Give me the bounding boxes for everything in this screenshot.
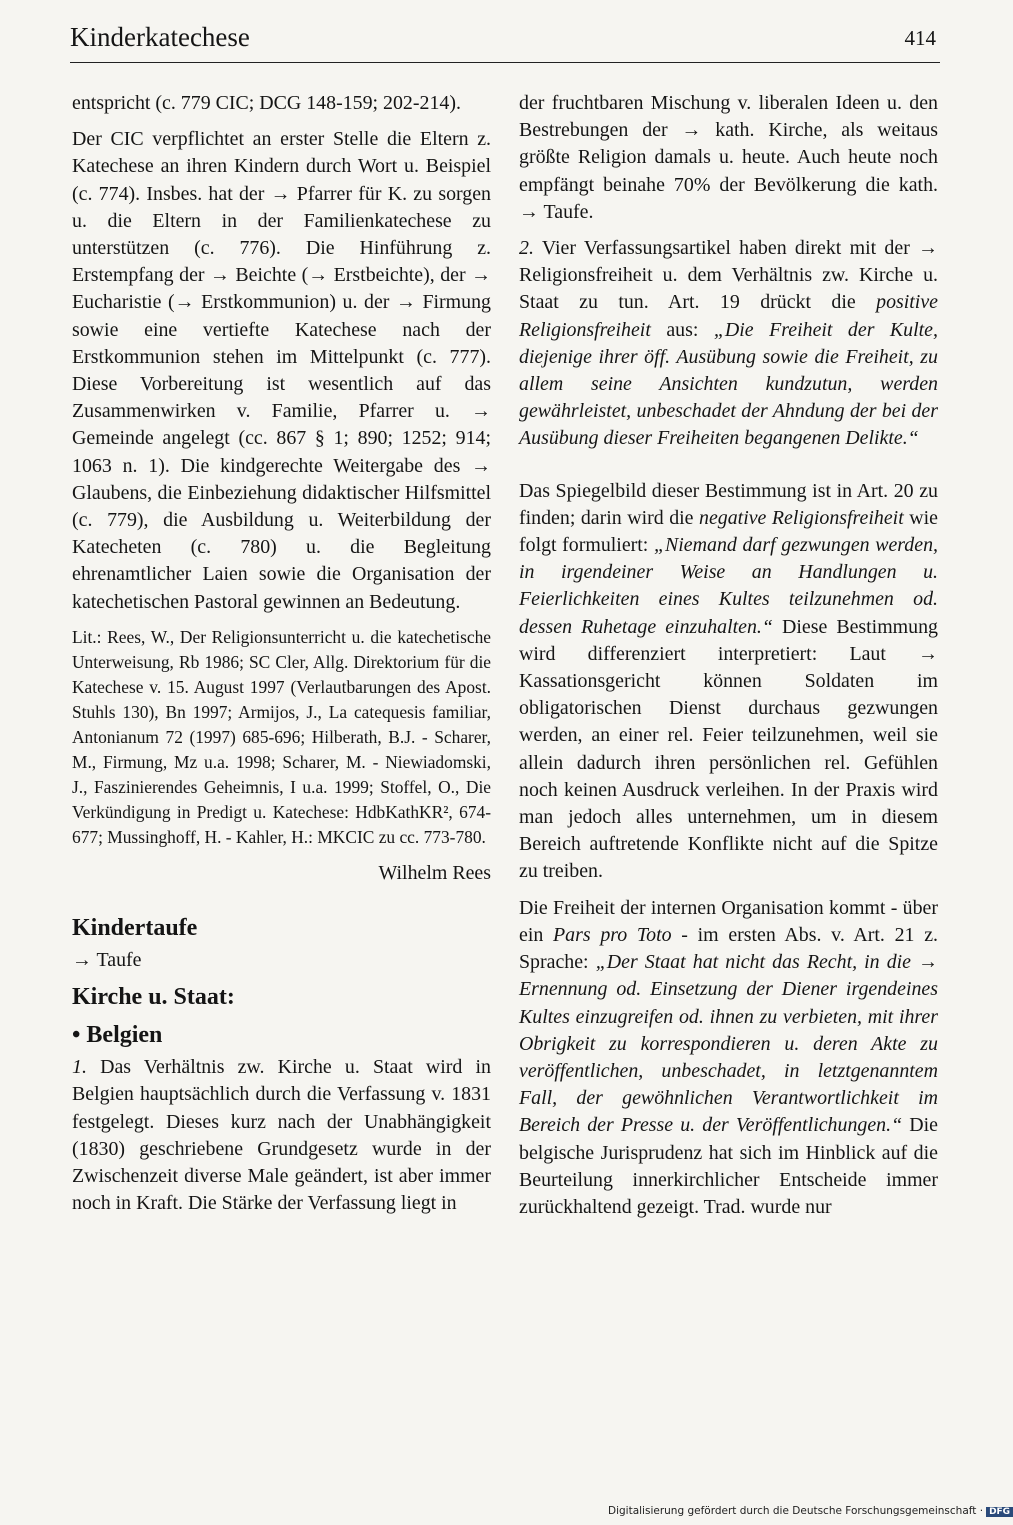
paragraph: der fruchtbaren Mischung v. liberalen Ideen u. den Bestrebungen der → kath. Kirche, als weitaus größte Religion damals u. heute. Auch heute noch empfängt beinahe 70% der Bevölkerung die kath. → Taufe. bbox=[519, 92, 938, 223]
page-header bbox=[70, 18, 940, 63]
paragraph-text: wie folgt formuliert: bbox=[519, 506, 938, 557]
quotation: „Niemand darf gezwungen werden, in irgendeiner Weise an Handlungen u. Feierlichkeiten eines Kultes teilzunehmen od. dessen Ruhetage einzuhalten.“ bbox=[519, 534, 938, 638]
paragraph bbox=[519, 235, 938, 453]
spacer bbox=[519, 462, 938, 478]
paragraph-text: Das Verhältnis zw. Kirche u. Staat wird in Belgien hauptsächlich durch die Verfassung v. 1831 festgelegt. Dieses kurz nach der Unabhängigkeit (1830) geschriebene Grundgesetz wurde in der Zwischenzeit diverse Male geändert, ist aber immer noch in Kraft. Die Stärke der Verfassung liegt in bbox=[72, 1056, 491, 1215]
author-name: Wilhelm Rees bbox=[378, 861, 491, 884]
paragraph-text: Die Freiheit der internen Organisation kommt - über ein bbox=[519, 896, 938, 946]
left-column bbox=[72, 90, 491, 1226]
right-column bbox=[519, 90, 938, 1230]
section-number: 1. bbox=[72, 1056, 87, 1079]
cross-reference: → Taufe bbox=[72, 949, 142, 972]
emphasis: Pars pro Toto bbox=[553, 923, 672, 946]
page-number: 414 bbox=[904, 26, 936, 50]
quotation: „Der Staat hat nicht das Recht, in die → Ernennung od. Einsetzung der Diener irgendeines Kultes einzugreifen od. ihnen zu verbieten, mit ihrer Obrigkeit zu korrespondieren u. deren Akte zu veröffentlichen, unbeschadet, in letztgenanntem Fall, der gewöhnlichen Verantwortlichkeit im Bereich der Presse u. der Veröffentlichungen.“ bbox=[519, 951, 938, 1137]
paragraph-text: Diese Bestimmung wird differenziert interpretiert: Laut → Kassationsgericht können Soldaten im obligatorischen Dienst durchaus gezwungen werden, an einer rel. Feier teilzunehmen, weil sie allein dadurch ihren persönlichen rel. Gefühlen noch keinen Ausdruck verleihen. In der Praxis wird man jedoch alles unternehmen, um in diesem Bereich auftretende Konflikte nicht auf die Spitze zu treiben. bbox=[519, 615, 938, 883]
paragraph: entspricht (c. 779 CIC; DCG 148-159; 202-214). bbox=[72, 92, 461, 114]
literature-list: Lit.: Rees, W., Der Religionsunterricht u. die katechetische Unterweisung, Rb 1986; SC Cler, Allg. Direktorium für die Katechese v. 15. August 1997 (Verlautbarungen des Apost. Stuhls 130), Bn 1997; Armijos, J., La catequesis familiar, Antonianum 72 (1997) 685-696; Hilberath, B.J. - Scharer, M., Firmung, Mz u.a. 1998; Scharer, M. - Niewiadomski, J., Faszinierendes Geheimnis, I u.a. 1999; Stoffel, O., Die Verkündigung in Predigt u. Katechese: HdbKathKR², 674-677; Mussinghoff, H. - Kahler, H.: MKCIC zu cc. 773-780. bbox=[72, 626, 491, 847]
paragraph-text: Das Spiegelbild dieser Bestimmung ist in Art. 20 zu finden; darin wird die bbox=[519, 479, 938, 529]
paragraph-text: Vier Verfassungsartikel haben direkt mit der → Religionsfreiheit u. dem Verhältnis zw. Kirche u. Staat zu tun. Art. 19 drückt die bbox=[519, 237, 938, 314]
paragraph bbox=[72, 1054, 491, 1217]
paragraph bbox=[519, 895, 938, 1221]
digitization-footer bbox=[608, 1505, 1011, 1517]
paragraph-text: - im ersten Abs. v. Art. 21 z. Sprache: bbox=[519, 923, 938, 974]
section-number: 2. bbox=[519, 237, 534, 260]
emphasis: positive Religionsfreiheit bbox=[519, 291, 938, 341]
quotation: „Die Freiheit der Kulte, diejenige ihrer öff. Ausübung sowie die Freiheit, zu allem seine Ansichten kundzutun, werden gewährleistet, unbeschadet der Ahndung der bei der Ausübung dieser Freiheiten begangenen Delikte.“ bbox=[519, 318, 938, 450]
subheading-belgien: • Belgien bbox=[72, 1022, 163, 1049]
paragraph: Der CIC verpflichtet an erster Stelle die Eltern z. Katechese an ihren Kindern durch Wort u. Beispiel (c. 774). Insbes. hat der → Pfarrer für K. zu sorgen u. die Eltern in der Familienkatechese zu unterstützen (c. 776). Die Hinführung z. Erstempfang der → Beichte (→ Erstbeichte), der → Eucharistie (→ Erstkommunion) u. der → Firmung sowie eine vertiefte Katechese nach der Erstkommunion stehen im Mittelpunkt (c. 777). Diese Vorbereitung ist wesentlich auf das Zusammenwirken v. Familie, Pfarrer u. → Gemeinde angelegt (cc. 867 § 1; 890; 1252; 914; 1063 n. 1). Die kindgerechte Weitergabe des → Glaubens, die Einbeziehung didaktischer Hilfsmittel (c. 779), die Ausbildung u. Weiterbildung der Katecheten (c. 780) u. die Begleitung ehrenamtlicher Laien sowie die Organisation der katechetischen Pastoral gewinnen an Bedeutung. bbox=[72, 128, 491, 613]
entry-heading-kirche-staat: Kirche u. Staat: bbox=[72, 984, 235, 1011]
paragraph bbox=[519, 478, 938, 886]
footer-text: Digitalisierung gefördert durch die Deutsche Forschungsgemeinschaft · bbox=[608, 1505, 984, 1517]
dfg-logo: DFG bbox=[986, 1507, 1013, 1517]
emphasis: negative Religionsfreiheit bbox=[699, 506, 904, 529]
paragraph-text: aus: bbox=[666, 318, 699, 341]
paragraph-text: Die belgische Jurisprudenz hat sich im Hinblick auf die Beurteilung innerkirchlicher Entscheide immer zurückhaltend gezeigt. Trad. wurde nur bbox=[519, 1114, 938, 1218]
running-title: Kinderkatechese bbox=[70, 22, 250, 52]
entry-heading-kindertaufe: Kindertaufe bbox=[72, 915, 198, 942]
